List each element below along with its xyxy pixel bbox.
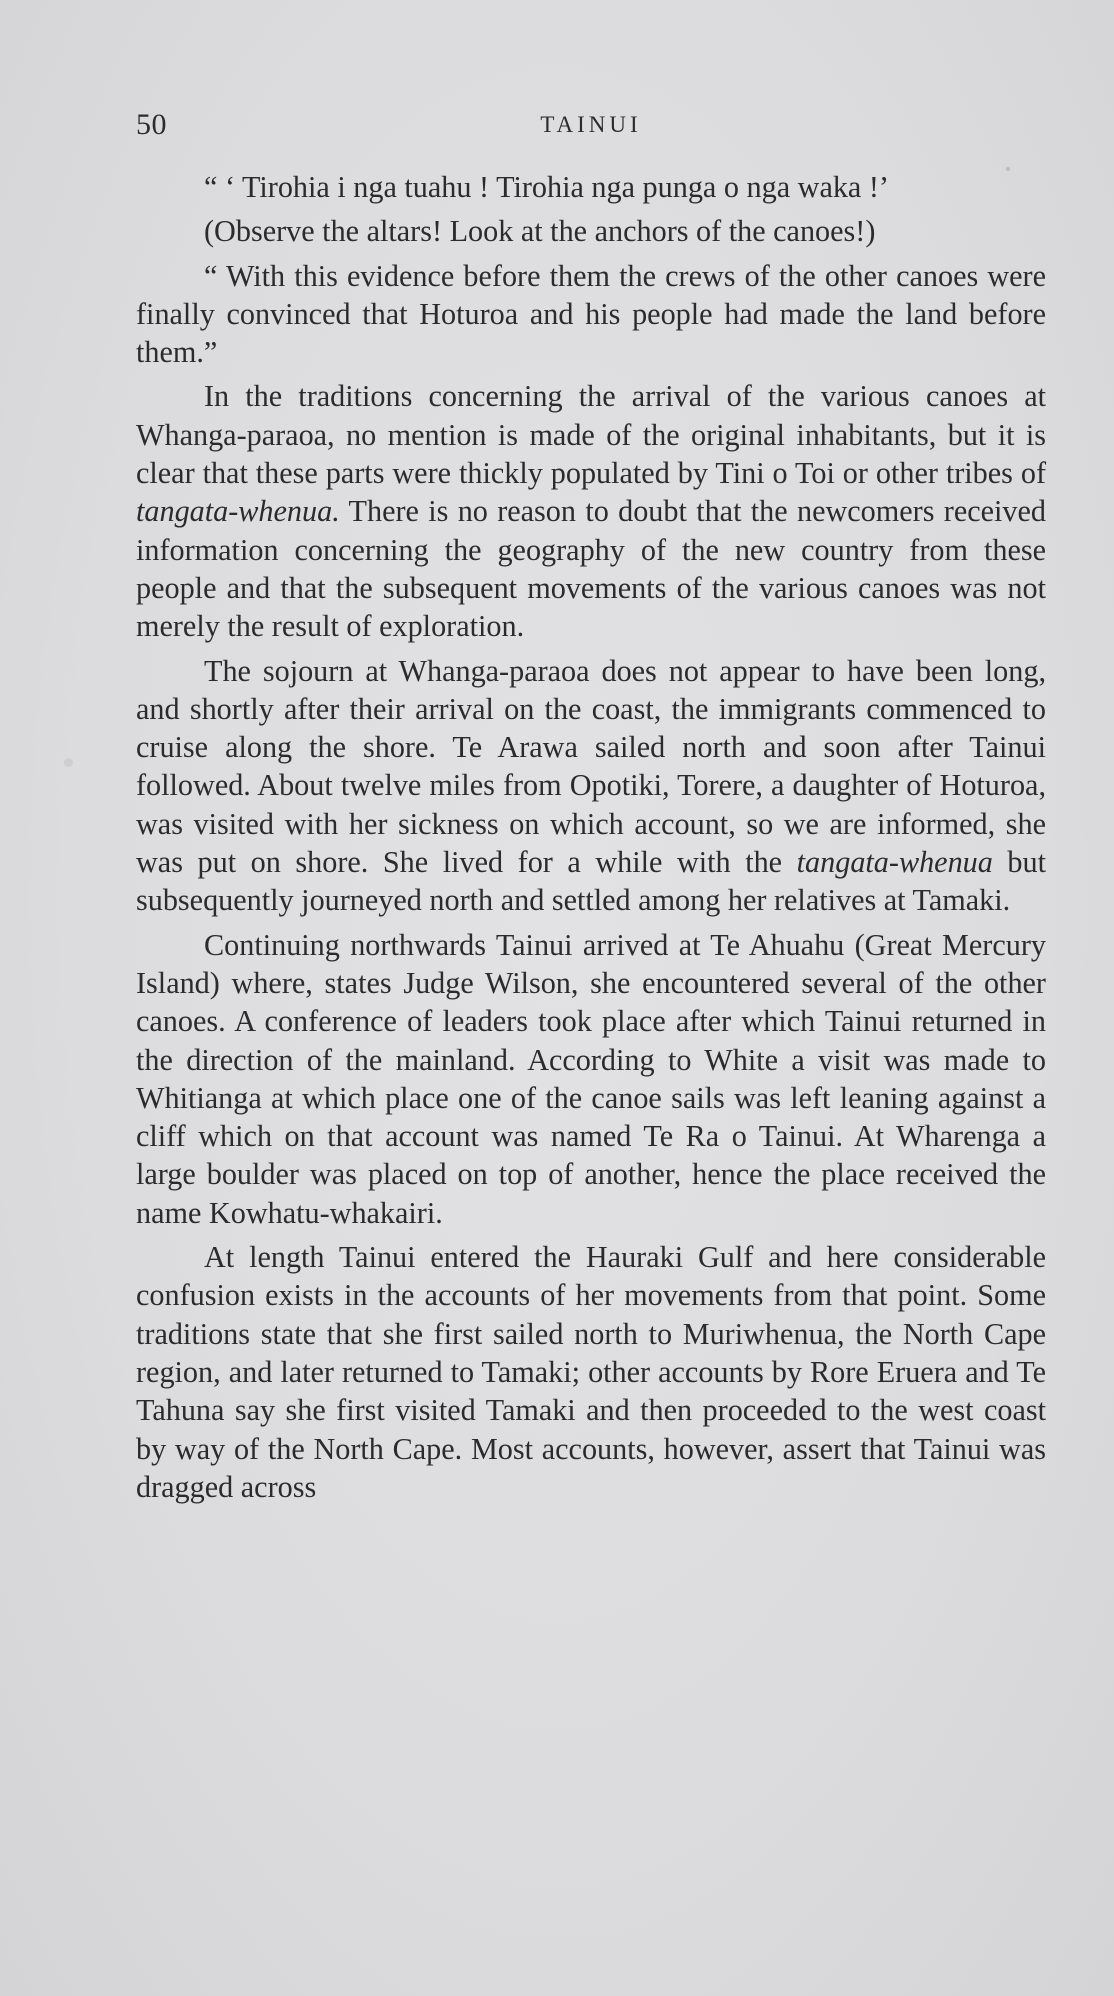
- paragraph-traditions-italic: tangata-whenua.: [136, 494, 340, 529]
- paragraph-sojourn-text-b: but subsequently journeyed north and settled among her relatives at Tamaki.: [136, 845, 1047, 918]
- paragraph-northwards: Continuing northwards Tainui arrived at Te Ahuahu (Great Mercury Island) where, states Judge Wilson, she encountered several of the other canoes. A conference of leaders took place after which Tainui returned in the direction of the mainland. According to White a visit was made to Whitianga at which place one of the canoe sails was left leaning against a cliff which on that account was named Te Ra o Tainui. At Wharenga a large boulder was placed on top of another, hence the place received the name Kowhatu-whakairi.: [136, 927, 1046, 1230]
- paragraph-sojourn-italic: tangata-whenua: [796, 845, 993, 880]
- translation-paragraph: (Observe the altars! Look at the anchors of the canoes!): [204, 214, 876, 249]
- paragraph-sojourn-text-a: The sojourn at Whanga-paraoa does not appear to have been long, and shortly after their arrival on the coast, the immigrants commenced to cruise along the shore. Te Arawa sailed north and soon after Tainui followed. About twelve miles from Opotiki, Torere, a daughter of Hoturoa, was visited with her sickness on which account, so we are informed, she was put on shore. She lived for a while with the: [136, 653, 1046, 880]
- paragraph-traditions-text-b: There is no reason to doubt that the newcomers received information concerning the geography of the new country from these people and that the subsequent movements of the various canoes was not merely the result of exploration.: [136, 494, 1046, 644]
- paragraph-hauraki: At length Tainui entered the Hauraki Gulf and here considerable confusion exists in the accounts of her movements from that point. Some traditions state that she first sailed north to Muriwhenua, the North Cape region, and later returned to Tamaki; other accounts by Rore Eruera and Te Tahuna say she first visited Tamaki and then proceeded to the west coast by way of the North Cape. Most accounts, however, assert that Tainui was dragged across: [136, 1240, 1046, 1504]
- page-header: [136, 108, 1046, 148]
- body-text: [136, 168, 1046, 1506]
- running-head: TAINUI: [540, 112, 642, 137]
- paragraph-sojourn: [136, 652, 1046, 920]
- quote-line: “ ‘ Tirohia i nga tuahu ! Tirohia nga punga o nga waka !’: [204, 170, 889, 204]
- paragraph-traditions-text-a: In the traditions concerning the arrival of the various canoes at Whanga-paraoa, no mention is made of the original inhabitants, but it is clear that these parts were thickly populated by Tini o Toi or other tribes of: [136, 379, 1046, 491]
- paragraph-traditions: [136, 377, 1046, 645]
- paper-speck: [64, 758, 73, 767]
- page-number: 50: [136, 108, 167, 141]
- paragraph-evidence: “ With this evidence before them the crews of the other canoes were finally convinced that Hoturoa and his people had made the land before them.”: [136, 258, 1046, 370]
